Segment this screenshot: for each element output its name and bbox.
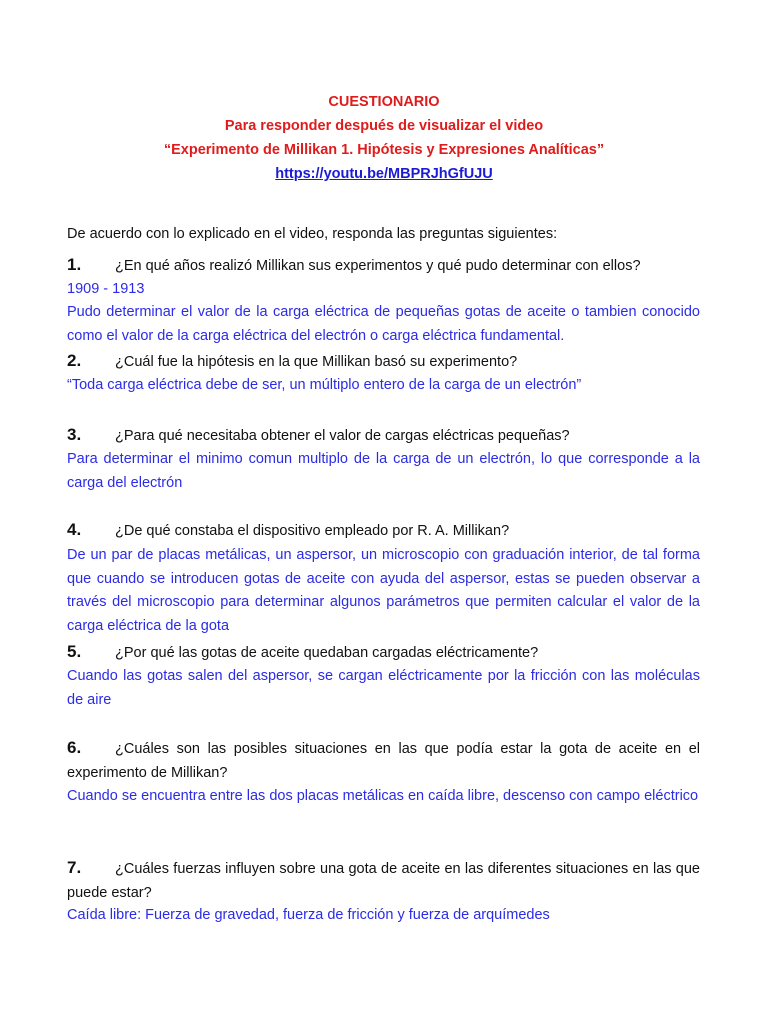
question-number: 1. xyxy=(67,255,82,274)
question-1 xyxy=(67,253,700,279)
answer-1-years: 1909 - 1913 xyxy=(67,281,145,297)
question-number: 5. xyxy=(67,642,82,661)
question-text: ¿Por qué las gotas de aceite quedaban cargadas eléctricamente? xyxy=(115,645,539,661)
document-title: CUESTIONARIO xyxy=(328,94,440,110)
question-4 xyxy=(67,518,700,544)
answer-7: Caída libre: Fuerza de gravedad, fuerza de fricción y fuerza de arquímedes xyxy=(67,907,550,923)
video-title: “Experimento de Millikan 1. Hipótesis y Expresiones Analíticas” xyxy=(163,142,605,158)
document-subtitle: Para responder después de visualizar el video xyxy=(224,118,544,134)
intro-text: De acuerdo con lo explicado en el video, responda las preguntas siguientes: xyxy=(67,226,558,242)
video-link[interactable]: https://youtu.be/MBPRJhGfUJU xyxy=(275,166,493,182)
question-2 xyxy=(67,349,700,375)
question-3 xyxy=(67,423,700,449)
answer-6: Cuando se encuentra entre las dos placas metálicas en caída libre, descenso con campo eléctrico xyxy=(67,788,699,804)
question-number: 3. xyxy=(67,425,82,444)
answer-5: Cuando las gotas salen del aspersor, se cargan eléctricamente por la fricción con las moléculas de aire xyxy=(67,668,700,708)
question-number: 6. xyxy=(67,738,82,757)
answer-2: “Toda carga eléctrica debe de ser, un múltiplo entero de la carga de un electrón” xyxy=(67,377,582,393)
question-text: ¿Cuáles son las posibles situaciones en las que podía estar la gota de aceite en el experimento de Millikan? xyxy=(67,741,700,781)
question-number: 7. xyxy=(67,858,82,877)
question-5 xyxy=(67,640,700,666)
question-text: ¿En qué años realizó Millikan sus experimentos y qué pudo determinar con ellos? xyxy=(115,258,641,274)
question-text: ¿Cuál fue la hipótesis en la que Millikan basó su experimento? xyxy=(115,354,518,370)
question-text: ¿Cuáles fuerzas influyen sobre una gota de aceite en las diferentes situaciones en las que puede estar? xyxy=(67,861,700,901)
question-6 xyxy=(67,736,700,785)
answer-4: De un par de placas metálicas, un aspersor, un microscopio con graduación interior, de tal forma que cuando se introducen gotas de aceite con ayuda del aspersor, estas se pueden observar a través del microscopio para determinar algunos parámetros que permiten calcular el valor de la carga eléctrica de la gota xyxy=(67,547,700,634)
question-text: ¿Para qué necesitaba obtener el valor de cargas eléctricas pequeñas? xyxy=(115,428,570,444)
question-text: ¿De qué constaba el dispositivo empleado por R. A. Millikan? xyxy=(115,523,510,539)
question-7 xyxy=(67,856,700,905)
answer-3: Para determinar el minimo comun multiplo de la carga de un electrón, lo que corresponde a la carga del electrón xyxy=(67,451,700,491)
document-header xyxy=(0,90,768,186)
question-number: 2. xyxy=(67,351,82,370)
answer-1: Pudo determinar el valor de la carga eléctrica de pequeñas gotas de aceite o tambien conocido como el valor de la carga eléctrica del electrón o carga eléctrica fundamental. xyxy=(67,304,700,344)
question-number: 4. xyxy=(67,520,82,539)
